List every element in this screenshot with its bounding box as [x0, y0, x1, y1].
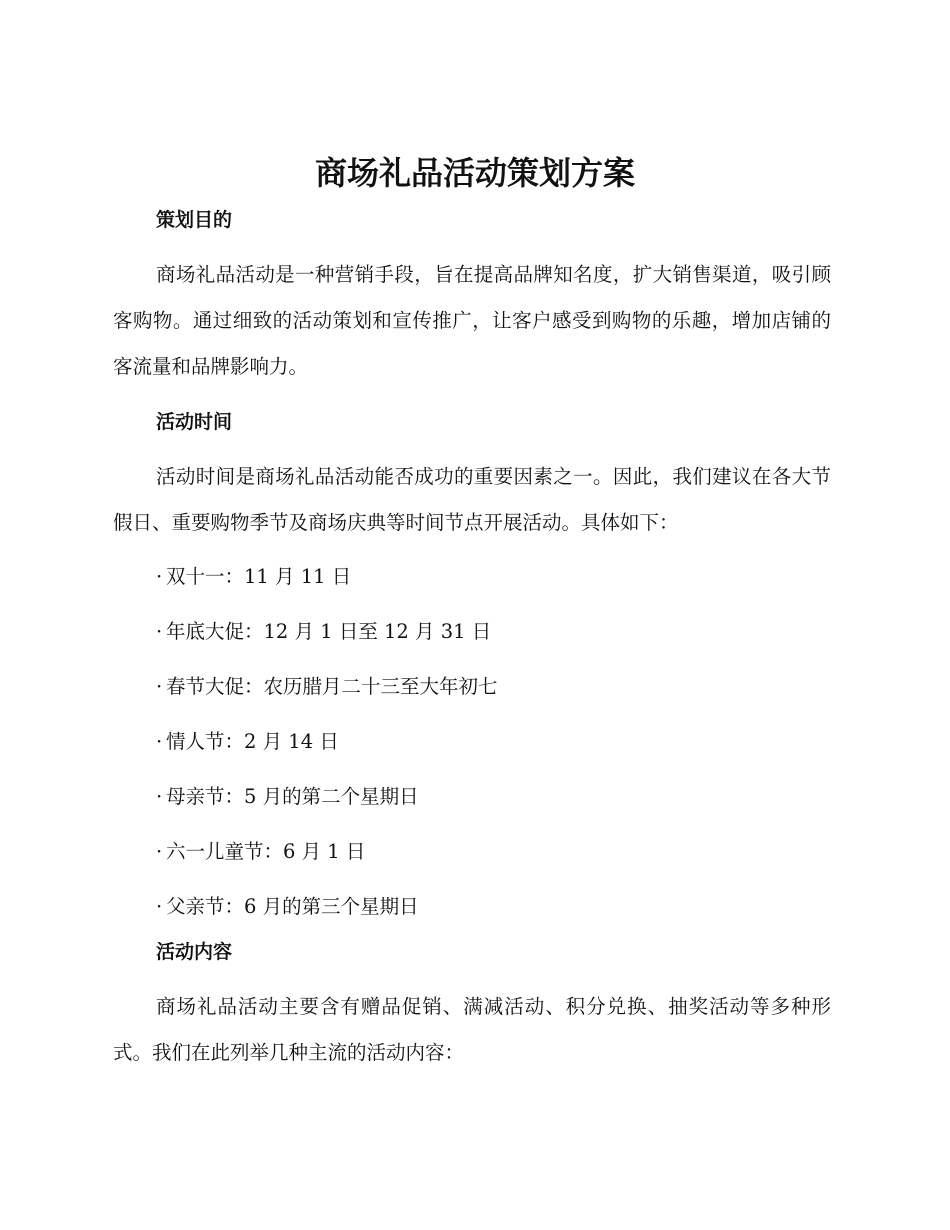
holiday-list — [113, 560, 831, 924]
section-activity-content — [113, 932, 831, 1076]
bullet-icon: · — [156, 620, 163, 643]
bullet-icon: · — [156, 730, 163, 753]
section-activity-time — [113, 402, 831, 924]
list-item: · 母亲节：5 月的第二个星期日 — [113, 780, 831, 814]
list-item: · 父亲节：6 月的第三个星期日 — [113, 890, 831, 924]
bullet-icon: · — [156, 785, 163, 808]
bullet-icon: · — [156, 675, 163, 698]
section-paragraph: 商场礼品活动是一种营销手段，旨在提高品牌知名度，扩大销售渠道，吸引顾客购物。通过细致的活动策划和宣传推广，让客户感受到购物的乐趣，增加店铺的客流量和品牌影响力。 — [113, 263, 831, 378]
list-item: · 情人节：2 月 14 日 — [113, 725, 831, 759]
section-heading: 策划目的 — [156, 209, 233, 231]
section-heading: 活动内容 — [156, 941, 233, 963]
section-purpose — [113, 200, 831, 402]
bullet-icon: · — [156, 565, 163, 588]
document-title: 商场礼品活动策划方案 — [314, 154, 635, 192]
section-paragraph: 活动时间是商场礼品活动能否成功的重要因素之一。因此，我们建议在各大节假日、重要购物季节及商场庆典等时间节点开展活动。具体如下： — [113, 465, 831, 534]
section-paragraph: 商场礼品活动主要含有赠品促销、满减活动、积分兑换、抽奖活动等多种形式。我们在此列举几种主流的活动内容： — [113, 995, 831, 1064]
section-heading: 活动时间 — [156, 411, 233, 433]
bullet-icon: · — [156, 840, 163, 863]
document-body — [113, 200, 831, 1076]
bullet-icon: · — [156, 895, 163, 918]
list-item: · 春节大促：农历腊月二十三至大年初七 — [113, 670, 831, 704]
list-item: · 六一儿童节：6 月 1 日 — [113, 835, 831, 869]
list-item: · 双十一：11 月 11 日 — [113, 560, 831, 594]
list-item: · 年底大促：12 月 1 日至 12 月 31 日 — [113, 615, 831, 649]
